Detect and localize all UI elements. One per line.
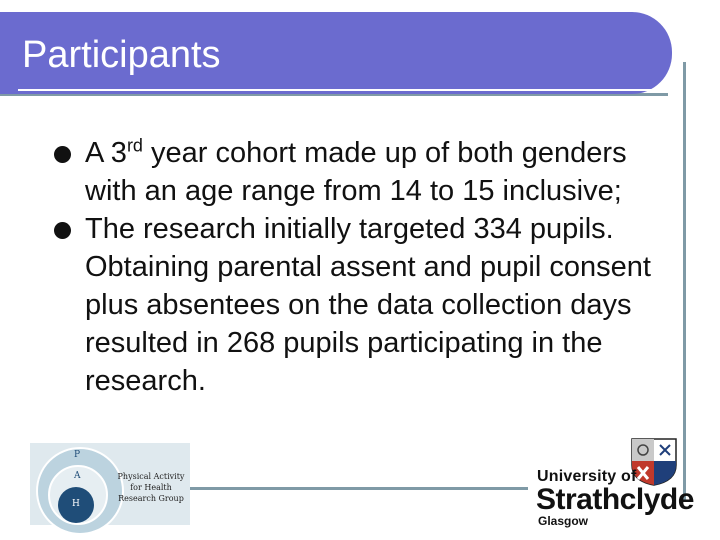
logo-caption-line: for Health: [130, 483, 172, 492]
bullet-text-prefix: A 3: [85, 137, 127, 169]
logo-letter-p: P: [74, 450, 81, 460]
bullet-item-research: [60, 210, 680, 400]
logo-letter-h: H: [72, 499, 80, 509]
bullet-text: The research initially targeted 334 pupils. Obtaining parental assent and pupil consent plus absentees on the data collection days resulted in 268 pupils participating in the research.: [85, 213, 651, 397]
university-name: Strathclyde: [536, 483, 694, 516]
logo-caption-line: Physical Activity: [117, 472, 185, 481]
logo-caption: [112, 471, 190, 504]
bullet-dot-icon: [54, 146, 71, 163]
slide-frame-right: [683, 62, 686, 502]
bullet-item-cohort: [60, 134, 680, 210]
slide-title: Participants: [22, 34, 221, 76]
bullet-dot-icon: [54, 222, 71, 239]
university-line1: University of: [537, 468, 637, 485]
ordinal-suffix: rd: [126, 135, 143, 156]
logo-letter-a: A: [74, 471, 81, 481]
research-group-logo: [30, 443, 190, 525]
slide-frame-bottom: [168, 487, 528, 490]
title-underline: [18, 89, 666, 91]
bullet-text-suffix: year cohort made up of both genders with an age range from 14 to 15 inclusive;: [85, 137, 627, 207]
bullet-list: [60, 134, 680, 400]
logo-caption-line: Research Group: [118, 494, 184, 503]
university-city: Glasgow: [538, 514, 589, 528]
